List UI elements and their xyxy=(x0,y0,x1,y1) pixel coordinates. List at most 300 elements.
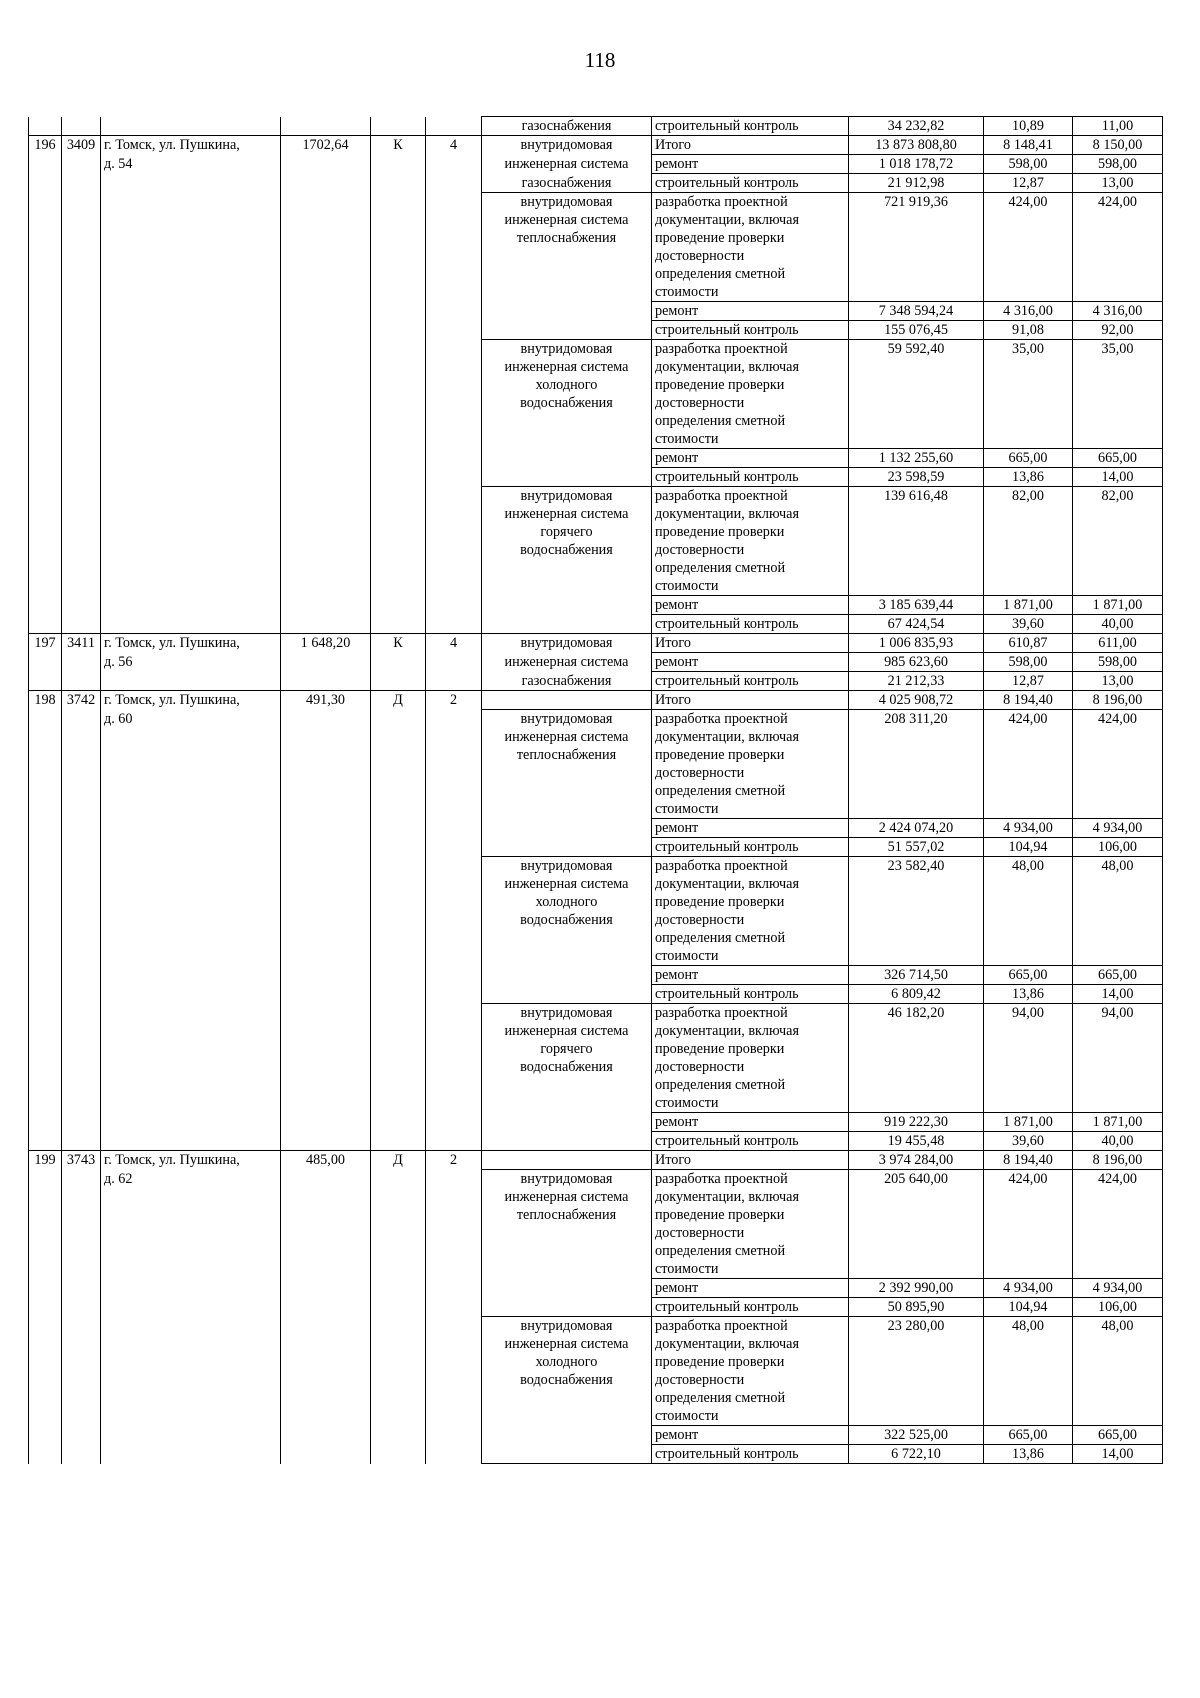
cell-unit-cost xyxy=(984,1242,1073,1260)
cell-cost: 1 006 835,93 xyxy=(849,634,984,653)
cell-area xyxy=(281,1224,371,1242)
cell-engineering-system: внутридомовая xyxy=(482,1317,652,1336)
cell-floors xyxy=(426,1094,482,1113)
cell-floors xyxy=(426,1445,482,1464)
cell-work-type: разработка проектной xyxy=(652,857,849,876)
cell-address xyxy=(101,1407,281,1426)
cell-engineering-system: внутридомовая xyxy=(482,340,652,359)
capital-repair-table xyxy=(28,116,1163,1464)
cell-object-code xyxy=(62,710,101,729)
cell-work-type: определения сметной xyxy=(652,559,849,577)
cell-limit xyxy=(1073,412,1163,430)
cell-row-number xyxy=(29,193,62,212)
cell-engineering-system: внутридомовая xyxy=(482,1004,652,1023)
table-row xyxy=(29,596,1163,615)
cell-row-number xyxy=(29,1206,62,1224)
cell-cost xyxy=(849,1335,984,1353)
cell-unit-cost xyxy=(984,523,1073,541)
cell-building-type xyxy=(371,1335,426,1353)
cell-engineering-system: теплоснабжения xyxy=(482,746,652,764)
table-row xyxy=(29,247,1163,265)
cell-area xyxy=(281,764,371,782)
cell-object-code xyxy=(62,1170,101,1189)
cell-row-number xyxy=(29,800,62,819)
cell-unit-cost xyxy=(984,1188,1073,1206)
cell-floors xyxy=(426,1206,482,1224)
cell-cost xyxy=(849,929,984,947)
cell-area xyxy=(281,487,371,506)
cell-cost xyxy=(849,376,984,394)
cell-row-number xyxy=(29,211,62,229)
cell-floors xyxy=(426,1407,482,1426)
cell-row-number xyxy=(29,394,62,412)
cell-limit xyxy=(1073,1353,1163,1371)
cell-engineering-system: горячего xyxy=(482,1040,652,1058)
cell-area xyxy=(281,857,371,876)
cell-unit-cost xyxy=(984,559,1073,577)
cell-object-code xyxy=(62,229,101,247)
table-row xyxy=(29,505,1163,523)
table-row xyxy=(29,1407,1163,1426)
cell-address: г. Томск, ул. Пушкина, xyxy=(101,634,281,653)
cell-cost: 1 132 255,60 xyxy=(849,449,984,468)
table-row xyxy=(29,672,1163,691)
cell-floors xyxy=(426,430,482,449)
cell-work-type: стоимости xyxy=(652,283,849,302)
cell-floors xyxy=(426,653,482,672)
cell-cost xyxy=(849,1058,984,1076)
cell-area xyxy=(281,1022,371,1040)
table-row xyxy=(29,1298,1163,1317)
cell-work-type: ремонт xyxy=(652,449,849,468)
table-row xyxy=(29,746,1163,764)
cell-engineering-system: внутридомовая xyxy=(482,634,652,653)
cell-work-type: ремонт xyxy=(652,1113,849,1132)
cell-work-type: проведение проверки xyxy=(652,1040,849,1058)
cell-cost xyxy=(849,875,984,893)
cell-limit xyxy=(1073,577,1163,596)
cell-object-code xyxy=(62,838,101,857)
cell-cost xyxy=(849,1407,984,1426)
cell-limit: 106,00 xyxy=(1073,838,1163,857)
cell-floors xyxy=(426,1022,482,1040)
cell-address xyxy=(101,1445,281,1464)
cell-unit-cost: 665,00 xyxy=(984,966,1073,985)
table-row xyxy=(29,1317,1163,1336)
cell-limit: 14,00 xyxy=(1073,1445,1163,1464)
cell-limit xyxy=(1073,1389,1163,1407)
cell-engineering-system: теплоснабжения xyxy=(482,229,652,247)
cell-limit xyxy=(1073,283,1163,302)
cell-address xyxy=(101,412,281,430)
cell-engineering-system: газоснабжения xyxy=(482,174,652,193)
table-row xyxy=(29,302,1163,321)
cell-area xyxy=(281,746,371,764)
cell-floors xyxy=(426,1389,482,1407)
cell-building-type xyxy=(371,1371,426,1389)
cell-row-number xyxy=(29,302,62,321)
cell-engineering-system: водоснабжения xyxy=(482,541,652,559)
cell-building-type xyxy=(371,487,426,506)
cell-work-type: ремонт xyxy=(652,1279,849,1298)
cell-object-code xyxy=(62,782,101,800)
cell-address xyxy=(101,1076,281,1094)
cell-cost xyxy=(849,911,984,929)
cell-object-code xyxy=(62,302,101,321)
table-row xyxy=(29,541,1163,559)
cell-floors xyxy=(426,559,482,577)
cell-object-code: 3409 xyxy=(62,136,101,155)
cell-unit-cost xyxy=(984,1076,1073,1094)
cell-work-type: Итого xyxy=(652,691,849,710)
cell-unit-cost xyxy=(984,746,1073,764)
cell-row-number xyxy=(29,1260,62,1279)
cell-object-code xyxy=(62,1260,101,1279)
cell-row-number xyxy=(29,746,62,764)
cell-building-type xyxy=(371,857,426,876)
cell-floors xyxy=(426,819,482,838)
cell-limit: 106,00 xyxy=(1073,1298,1163,1317)
cell-unit-cost xyxy=(984,929,1073,947)
cell-cost: 6 809,42 xyxy=(849,985,984,1004)
cell-address xyxy=(101,265,281,283)
cell-floors xyxy=(426,1004,482,1023)
cell-address xyxy=(101,672,281,691)
cell-unit-cost: 1 871,00 xyxy=(984,596,1073,615)
cell-limit: 8 196,00 xyxy=(1073,1151,1163,1170)
cell-engineering-system: газоснабжения xyxy=(482,672,652,691)
cell-object-code xyxy=(62,505,101,523)
cell-engineering-system: водоснабжения xyxy=(482,1371,652,1389)
cell-address xyxy=(101,1353,281,1371)
cell-limit: 598,00 xyxy=(1073,155,1163,174)
cell-engineering-system xyxy=(482,321,652,340)
cell-area xyxy=(281,1206,371,1224)
cell-address: г. Томск, ул. Пушкина, xyxy=(101,136,281,155)
cell-object-code xyxy=(62,340,101,359)
cell-engineering-system: внутридомовая xyxy=(482,1170,652,1189)
cell-floors xyxy=(426,893,482,911)
cell-limit xyxy=(1073,728,1163,746)
cell-object-code xyxy=(62,358,101,376)
cell-limit: 1 871,00 xyxy=(1073,1113,1163,1132)
cell-limit: 4 934,00 xyxy=(1073,1279,1163,1298)
cell-area: 485,00 xyxy=(281,1151,371,1170)
cell-object-code xyxy=(62,929,101,947)
cell-unit-cost xyxy=(984,1022,1073,1040)
cell-limit xyxy=(1073,1040,1163,1058)
cell-cost xyxy=(849,265,984,283)
cell-unit-cost: 665,00 xyxy=(984,449,1073,468)
cell-floors xyxy=(426,376,482,394)
table-row xyxy=(29,1260,1163,1279)
cell-address xyxy=(101,394,281,412)
cell-building-type xyxy=(371,1389,426,1407)
cell-address xyxy=(101,505,281,523)
cell-building-type xyxy=(371,1004,426,1023)
cell-object-code xyxy=(62,1022,101,1040)
cell-building-type xyxy=(371,1298,426,1317)
cell-unit-cost xyxy=(984,430,1073,449)
cell-row-number xyxy=(29,430,62,449)
table-row xyxy=(29,819,1163,838)
cell-floors xyxy=(426,782,482,800)
cell-limit: 665,00 xyxy=(1073,966,1163,985)
cell-building-type xyxy=(371,1279,426,1298)
cell-unit-cost: 35,00 xyxy=(984,340,1073,359)
cell-floors xyxy=(426,1170,482,1189)
cell-limit xyxy=(1073,1094,1163,1113)
cell-engineering-system xyxy=(482,1113,652,1132)
cell-engineering-system xyxy=(482,449,652,468)
cell-cost xyxy=(849,1242,984,1260)
cell-cost xyxy=(849,283,984,302)
cell-work-type: достоверности xyxy=(652,1058,849,1076)
cell-area xyxy=(281,596,371,615)
cell-limit xyxy=(1073,800,1163,819)
cell-engineering-system: внутридомовая xyxy=(482,193,652,212)
table-row xyxy=(29,155,1163,174)
cell-building-type xyxy=(371,1022,426,1040)
cell-unit-cost xyxy=(984,782,1073,800)
cell-row-number xyxy=(29,376,62,394)
cell-address xyxy=(101,1132,281,1151)
cell-engineering-system xyxy=(482,966,652,985)
cell-engineering-system xyxy=(482,1298,652,1317)
table-row xyxy=(29,1353,1163,1371)
cell-row-number xyxy=(29,541,62,559)
cell-floors xyxy=(426,947,482,966)
cell-cost xyxy=(849,1224,984,1242)
cell-cost: 139 616,48 xyxy=(849,487,984,506)
cell-limit: 13,00 xyxy=(1073,174,1163,193)
cell-cost xyxy=(849,247,984,265)
cell-floors xyxy=(426,985,482,1004)
cell-work-type: Итого xyxy=(652,136,849,155)
cell-unit-cost xyxy=(984,1206,1073,1224)
cell-row-number xyxy=(29,672,62,691)
cell-engineering-system: холодного xyxy=(482,1353,652,1371)
cell-area xyxy=(281,1132,371,1151)
cell-address xyxy=(101,211,281,229)
cell-address xyxy=(101,1094,281,1113)
cell-object-code xyxy=(62,875,101,893)
cell-unit-cost xyxy=(984,412,1073,430)
cell-area xyxy=(281,947,371,966)
cell-row-number xyxy=(29,1058,62,1076)
cell-floors xyxy=(426,577,482,596)
cell-unit-cost xyxy=(984,1058,1073,1076)
cell-cost xyxy=(849,893,984,911)
cell-row-number xyxy=(29,1371,62,1389)
cell-address xyxy=(101,1242,281,1260)
cell-area xyxy=(281,283,371,302)
table-row xyxy=(29,487,1163,506)
cell-engineering-system xyxy=(482,302,652,321)
cell-area xyxy=(281,302,371,321)
cell-limit xyxy=(1073,1260,1163,1279)
cell-area xyxy=(281,468,371,487)
cell-floors xyxy=(426,229,482,247)
table-row xyxy=(29,764,1163,782)
cell-object-code xyxy=(62,1094,101,1113)
cell-object-code xyxy=(62,376,101,394)
cell-floors xyxy=(426,1113,482,1132)
cell-floors xyxy=(426,672,482,691)
cell-object-code xyxy=(62,615,101,634)
table-row xyxy=(29,430,1163,449)
cell-limit xyxy=(1073,947,1163,966)
cell-row-number xyxy=(29,1094,62,1113)
cell-limit: 35,00 xyxy=(1073,340,1163,359)
cell-area xyxy=(281,376,371,394)
cell-address xyxy=(101,1389,281,1407)
cell-engineering-system xyxy=(482,577,652,596)
cell-work-type: документации, включая xyxy=(652,1335,849,1353)
cell-floors xyxy=(426,1335,482,1353)
cell-address xyxy=(101,541,281,559)
cell-row-number xyxy=(29,247,62,265)
cell-area xyxy=(281,1445,371,1464)
cell-row-number xyxy=(29,764,62,782)
table-row xyxy=(29,1224,1163,1242)
cell-object-code xyxy=(62,1426,101,1445)
cell-engineering-system xyxy=(482,1242,652,1260)
cell-building-type xyxy=(371,283,426,302)
cell-unit-cost xyxy=(984,1040,1073,1058)
cell-address xyxy=(101,340,281,359)
cell-cost xyxy=(849,541,984,559)
cell-building-type xyxy=(371,1094,426,1113)
cell-work-type: документации, включая xyxy=(652,1188,849,1206)
cell-floors: 2 xyxy=(426,1151,482,1170)
table-row xyxy=(29,1094,1163,1113)
cell-building-type xyxy=(371,376,426,394)
cell-row-number xyxy=(29,819,62,838)
table-row xyxy=(29,1426,1163,1445)
cell-row-number xyxy=(29,782,62,800)
cell-area xyxy=(281,394,371,412)
cell-unit-cost xyxy=(984,577,1073,596)
cell-object-code xyxy=(62,193,101,212)
cell-address xyxy=(101,193,281,212)
cell-row-number xyxy=(29,728,62,746)
cell-object-code xyxy=(62,211,101,229)
cell-floors xyxy=(426,265,482,283)
cell-row-number xyxy=(29,117,62,136)
cell-engineering-system: инженерная система xyxy=(482,358,652,376)
cell-row-number xyxy=(29,966,62,985)
cell-object-code xyxy=(62,1242,101,1260)
cell-cost xyxy=(849,412,984,430)
cell-area xyxy=(281,523,371,541)
cell-address xyxy=(101,728,281,746)
cell-engineering-system xyxy=(482,1132,652,1151)
cell-engineering-system: водоснабжения xyxy=(482,911,652,929)
cell-area xyxy=(281,1371,371,1389)
cell-limit: 14,00 xyxy=(1073,468,1163,487)
cell-row-number: 196 xyxy=(29,136,62,155)
table-row xyxy=(29,468,1163,487)
cell-unit-cost: 424,00 xyxy=(984,193,1073,212)
cell-unit-cost: 82,00 xyxy=(984,487,1073,506)
cell-unit-cost xyxy=(984,1389,1073,1407)
cell-area xyxy=(281,559,371,577)
cell-building-type xyxy=(371,746,426,764)
cell-engineering-system: инженерная система xyxy=(482,1188,652,1206)
cell-limit: 611,00 xyxy=(1073,634,1163,653)
cell-area xyxy=(281,1353,371,1371)
cell-cost xyxy=(849,1389,984,1407)
table-row xyxy=(29,875,1163,893)
cell-floors xyxy=(426,1242,482,1260)
cell-cost xyxy=(849,1022,984,1040)
cell-floors xyxy=(426,358,482,376)
cell-cost: 7 348 594,24 xyxy=(849,302,984,321)
cell-engineering-system: газоснабжения xyxy=(482,117,652,136)
cell-floors xyxy=(426,764,482,782)
cell-unit-cost xyxy=(984,1371,1073,1389)
cell-object-code xyxy=(62,449,101,468)
cell-object-code xyxy=(62,1279,101,1298)
cell-work-type: строительный контроль xyxy=(652,1445,849,1464)
cell-object-code xyxy=(62,819,101,838)
cell-floors xyxy=(426,1279,482,1298)
cell-work-type: стоимости xyxy=(652,947,849,966)
cell-building-type xyxy=(371,193,426,212)
table-row xyxy=(29,394,1163,412)
cell-work-type: Итого xyxy=(652,1151,849,1170)
cell-address xyxy=(101,358,281,376)
cell-cost xyxy=(849,800,984,819)
cell-object-code xyxy=(62,541,101,559)
cell-limit: 424,00 xyxy=(1073,710,1163,729)
cell-row-number xyxy=(29,1298,62,1317)
cell-area: 1 648,20 xyxy=(281,634,371,653)
cell-area xyxy=(281,340,371,359)
cell-work-type: ремонт xyxy=(652,596,849,615)
table-row xyxy=(29,1076,1163,1094)
cell-unit-cost xyxy=(984,1353,1073,1371)
cell-building-type xyxy=(371,615,426,634)
cell-engineering-system xyxy=(482,412,652,430)
cell-building-type xyxy=(371,577,426,596)
table-row xyxy=(29,929,1163,947)
cell-work-type: достоверности xyxy=(652,541,849,559)
table-row xyxy=(29,283,1163,302)
cell-floors: 2 xyxy=(426,691,482,710)
cell-area xyxy=(281,193,371,212)
cell-building-type xyxy=(371,1170,426,1189)
cell-object-code xyxy=(62,559,101,577)
cell-engineering-system xyxy=(482,247,652,265)
cell-engineering-system xyxy=(482,1279,652,1298)
cell-unit-cost xyxy=(984,265,1073,283)
cell-row-number xyxy=(29,358,62,376)
cell-cost xyxy=(849,1206,984,1224)
cell-row-number xyxy=(29,1445,62,1464)
cell-row-number xyxy=(29,1170,62,1189)
cell-object-code: 3742 xyxy=(62,691,101,710)
cell-engineering-system: инженерная система xyxy=(482,1335,652,1353)
cell-work-type: проведение проверки xyxy=(652,376,849,394)
cell-work-type: достоверности xyxy=(652,394,849,412)
cell-unit-cost: 1 871,00 xyxy=(984,1113,1073,1132)
cell-row-number xyxy=(29,893,62,911)
cell-area xyxy=(281,672,371,691)
cell-limit: 1 871,00 xyxy=(1073,596,1163,615)
cell-limit: 13,00 xyxy=(1073,672,1163,691)
